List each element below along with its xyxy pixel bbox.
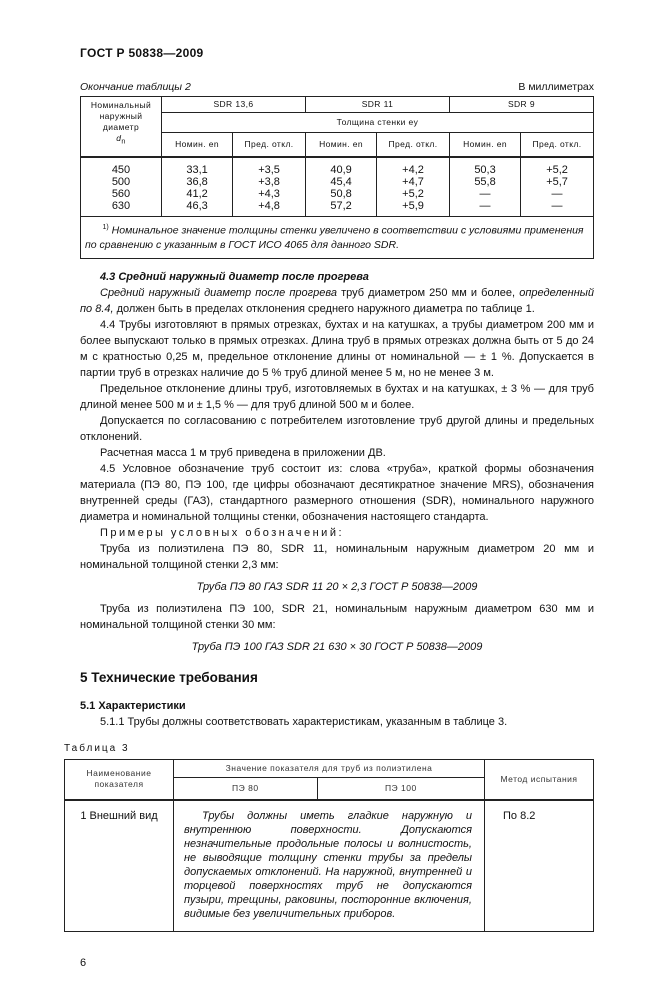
table-cell: 500 (81, 176, 162, 188)
col-value: Значение показателя для труб из полиэтилена (174, 759, 485, 777)
table-cell: 33,1 (162, 157, 233, 176)
row-name: 1 Внешний вид (65, 800, 174, 932)
table-cell: 630 (81, 200, 162, 217)
table-cell: 45,4 (305, 176, 376, 188)
table2-caption-row (80, 80, 594, 94)
col-name: Наименование показателя (65, 759, 174, 800)
table-cell: 36,8 (162, 176, 233, 188)
table-cell: 50,3 (449, 157, 520, 176)
col-method: Метод испытания (485, 759, 594, 800)
table-cell: 450 (81, 157, 162, 176)
section-5-title: 5 Технические требования (80, 669, 258, 685)
document-header: ГОСТ Р 50838—2009 (80, 46, 204, 60)
table-cell: 46,3 (162, 200, 233, 217)
sub-header: Пред. откл. (233, 133, 306, 158)
table2-units: В миллиметрах (518, 81, 594, 93)
example-2-code: Труба ПЭ 100 ГАЗ SDR 21 630 × 30 ГОСТ Р 50838—2009 (191, 640, 483, 653)
section-4-3-text: Средний наружный диаметр после прогрева труб диаметром 250 мм и более, определенный по 8.4, должен быть в пределах отклонения среднего наружного диаметра по таблице 1. (80, 286, 594, 315)
table-2 (80, 96, 594, 259)
table-row (81, 188, 594, 200)
row-description: Трубы должны иметь гладкие наружную и внутреннюю поверхности. Допускаются незначительные продольные полосы и волнистость, не выводящие толщину стенки трубы за пределы допускаемых отклонений. На наружной, внутренней и торцевой поверхностях труб не допускаются пузыри, трещины, раковины, посторонние включения, видимые без увеличительных приборов. (174, 800, 485, 932)
table-cell: — (449, 200, 520, 217)
table-row (81, 200, 594, 217)
col-diameter: Номинальный наружный диаметр $d_n$ (81, 97, 162, 158)
table-cell: +5,2 (521, 157, 594, 176)
table-cell: +5,2 (377, 188, 450, 200)
examples-title: Примеры условных обозначений: (100, 526, 345, 539)
table-cell: +5,9 (377, 200, 450, 217)
table-cell: 57,2 (305, 200, 376, 217)
mass-note: Расчетная масса 1 м труб приведена в приложении ДВ. (100, 446, 386, 459)
sub-header: Номин. en (305, 133, 376, 158)
col-pe80: ПЭ 80 (174, 777, 318, 800)
page-number: 6 (80, 956, 87, 969)
table-cell: — (521, 200, 594, 217)
table-cell: 55,8 (449, 176, 520, 188)
table-row (81, 176, 594, 188)
example-2-text: Труба из полиэтилена ПЭ 100, SDR 21, номинальным наружным диаметром 630 мм и номинальной толщиной стенки 30 мм: (80, 602, 594, 631)
row-method: По 8.2 (485, 800, 594, 932)
table2-footnote: $^{1)}$ Номинальное значение толщины стенки увеличено в соответствии с условиями применения по сравнению с указанным в ГОСТ ИСО 4065 для данного SDR. (81, 217, 594, 259)
wall-thickness-header: Толщина стенки ey (162, 113, 594, 133)
section-4-5: 4.5 Условное обозначение труб состоит из: слова «труба», краткой формы обозначения материала (ПЭ 80, ПЭ 100, где цифры обозначают десятикратное значение MRS), обозначения внутренней среды (ГАЗ), стандартного размерного отношения (SDR), номинального наружного диаметра и номинальной толщины стенки, обозначения настоящего стандарта. (80, 462, 594, 523)
section-5-1-1: 5.1.1 Трубы должны соответствовать характеристикам, указанным в таблице 3. (100, 715, 508, 728)
group-sdr-9: SDR 9 (449, 97, 593, 113)
section-5-1-title: 5.1 Характеристики (80, 699, 186, 712)
group-sdr-11: SDR 11 (305, 97, 449, 113)
agreement-note: Допускается по согласованию с потребителем изготовление труб другой длины и предельных отклонений. (80, 414, 594, 443)
col-pe100: ПЭ 100 (317, 777, 484, 800)
table2-caption: Окончание таблицы 2 (80, 81, 191, 93)
table3-caption: Таблица 3 (64, 742, 130, 754)
table-cell: 560 (81, 188, 162, 200)
table-cell: 50,8 (305, 188, 376, 200)
example-1-code: Труба ПЭ 80 ГАЗ SDR 11 20 × 2,3 ГОСТ Р 50838—2009 (196, 580, 478, 593)
body-text (80, 269, 594, 655)
table-cell: 41,2 (162, 188, 233, 200)
table-cell: +5,7 (521, 176, 594, 188)
table-cell: 40,9 (305, 157, 376, 176)
sub-header: Пред. откл. (377, 133, 450, 158)
table-cell: +4,2 (377, 157, 450, 176)
table-cell: +3,8 (233, 176, 306, 188)
section-4-3-title: 4.3 Средний наружный диаметр после прогрева (100, 270, 369, 283)
table-cell: +4,8 (233, 200, 306, 217)
section-5-1 (80, 698, 594, 730)
table-3 (64, 759, 594, 932)
example-1-text: Труба из полиэтилена ПЭ 80, SDR 11, номинальным наружным диаметром 20 мм и номинальной толщиной стенки 2,3 мм: (80, 542, 594, 571)
sub-header: Номин. en (162, 133, 233, 158)
table-cell: +4,3 (233, 188, 306, 200)
group-sdr-13-6: SDR 13,6 (162, 97, 306, 113)
table-cell: +3,5 (233, 157, 306, 176)
section-4-4: 4.4 Трубы изготовляют в прямых отрезках, бухтах и на катушках, а трубы диаметром 200 мм и более выпускают только в прямых отрезках. Длина труб в прямых отрезках должна быть от 5 до 24 м с кратностью 0,25 м, предельное отклонение длины от номинальной — ± 1 %. Допускается в партии труб в отрезках наличие до 5 % труб длиной менее 5 м, но не менее 3 м. (80, 318, 594, 379)
table-cell: — (449, 188, 520, 200)
sub-header: Пред. откл. (521, 133, 594, 158)
table-cell: — (521, 188, 594, 200)
sub-header: Номин. en (449, 133, 520, 158)
table-row (81, 157, 594, 176)
length-deviation: Предельное отклонение длины труб, изготовляемых в бухтах и на катушках, ± 3 % — для труб длиной менее 500 м и ± 1,5 % — для труб длиной 500 м и более. (80, 382, 594, 411)
table-cell: +4,7 (377, 176, 450, 188)
